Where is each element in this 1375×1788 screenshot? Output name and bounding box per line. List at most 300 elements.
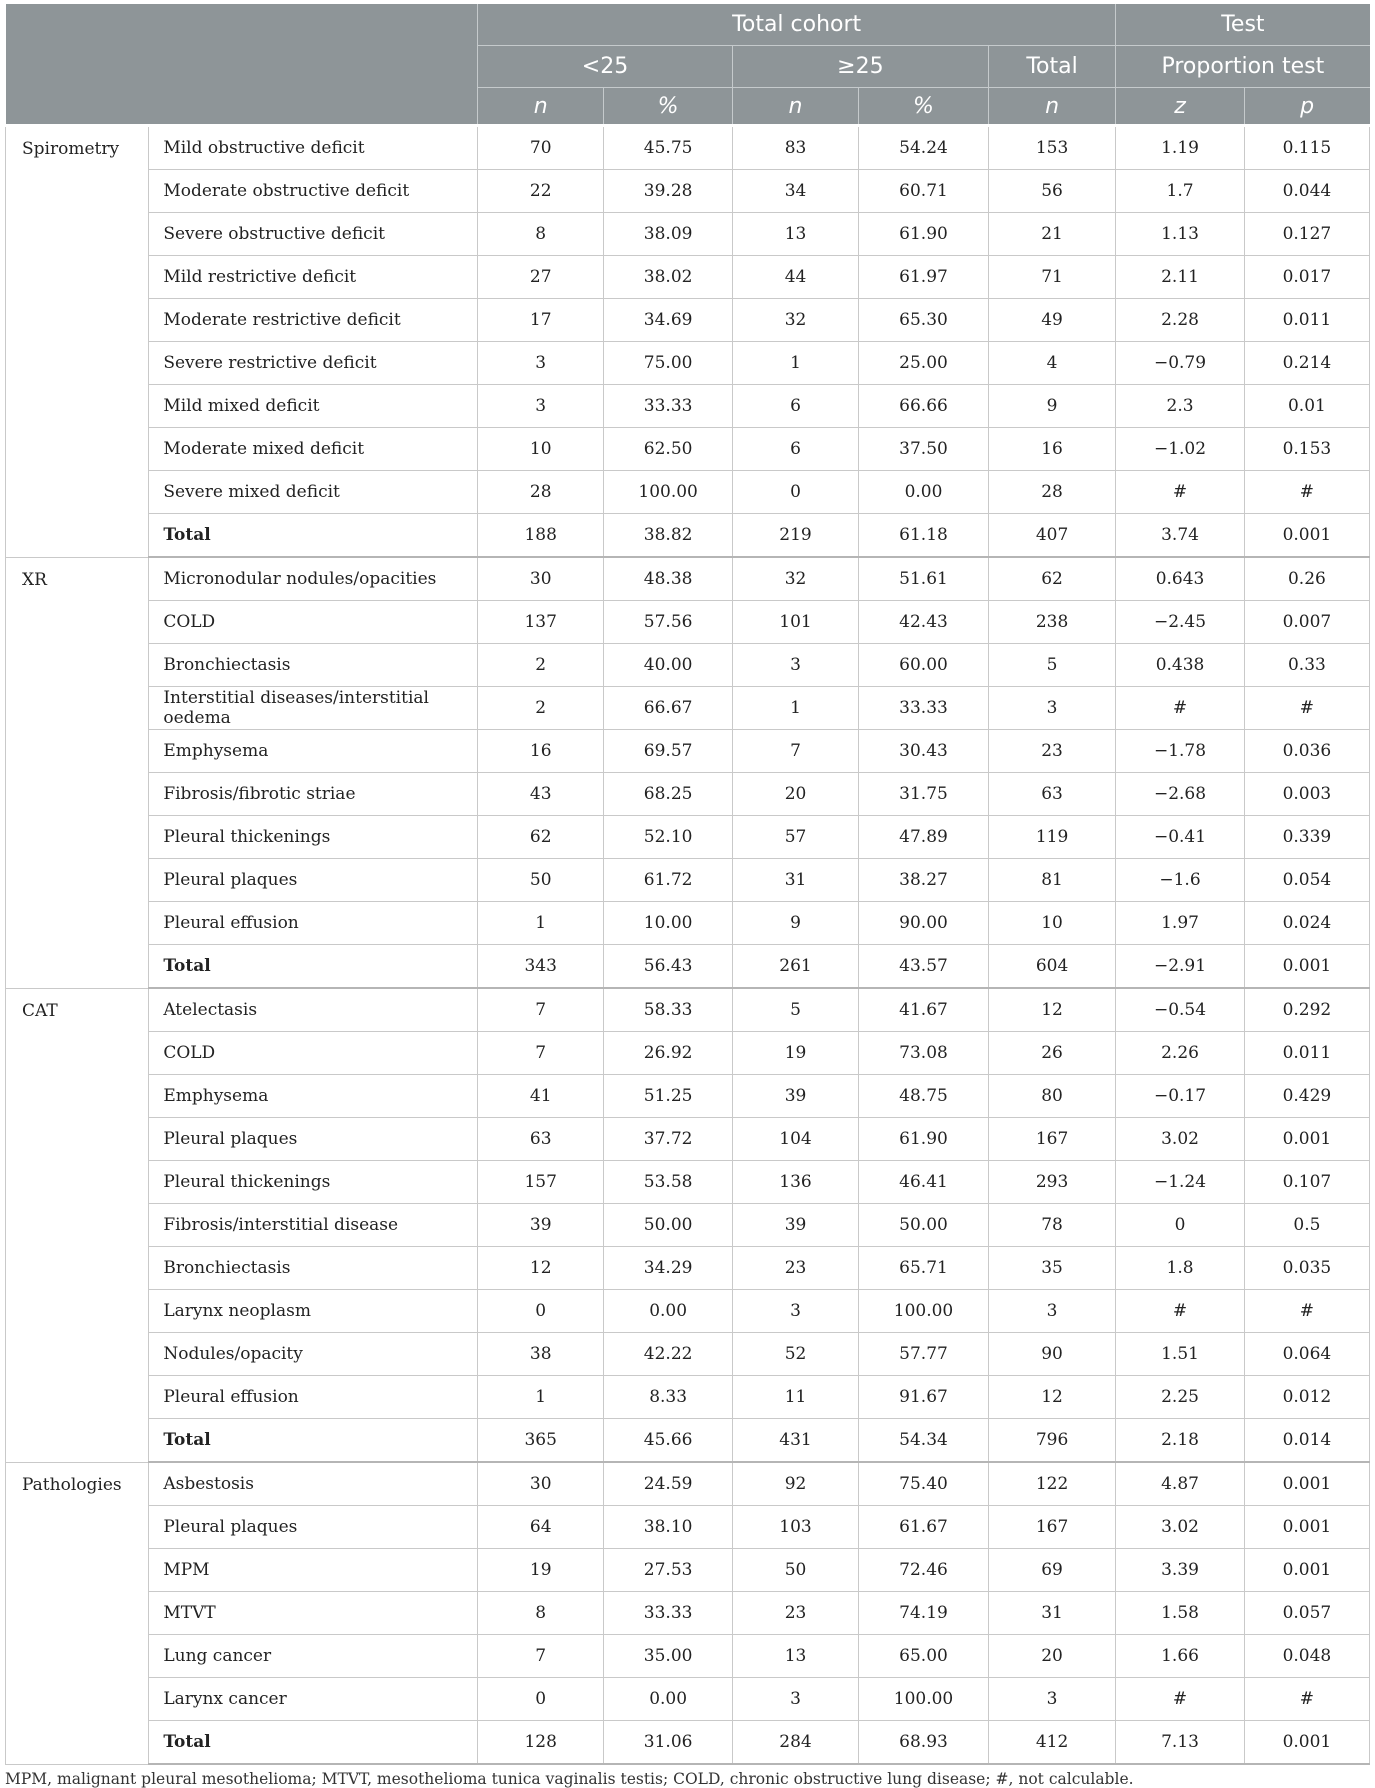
cell-pct-ge25: 61.90 — [859, 1118, 989, 1161]
cell-n-ge25: 431 — [732, 1419, 858, 1463]
category-cell: Spirometry — [6, 126, 149, 558]
cell-p-value: 0.035 — [1244, 1247, 1369, 1290]
header-test: Test — [1116, 4, 1370, 46]
cell-pct-ge25: 37.50 — [859, 428, 989, 471]
cell-p-value: 0.001 — [1244, 1549, 1369, 1592]
cell-p-value: 0.339 — [1244, 816, 1369, 859]
header-row-3 — [6, 88, 1370, 126]
cell-pct-lt25: 75.00 — [604, 342, 733, 385]
table-row — [6, 471, 1370, 514]
cell-pct-lt25: 57.56 — [604, 601, 733, 644]
header-blank — [6, 4, 478, 88]
cell-pct-ge25: 30.43 — [859, 730, 989, 773]
table-row — [6, 687, 1370, 730]
category-cell: XR — [6, 557, 149, 988]
cell-z-value: 0.438 — [1116, 644, 1245, 687]
row-label: Total — [149, 1721, 478, 1765]
cell-pct-lt25: 62.50 — [604, 428, 733, 471]
cell-n-lt25: 1 — [478, 1376, 604, 1419]
row-label: Pleural thickenings — [149, 1161, 478, 1204]
table-row — [6, 902, 1370, 945]
cell-n-ge25: 44 — [732, 256, 858, 299]
cell-n-lt25: 2 — [478, 644, 604, 687]
cell-n-total: 3 — [988, 1678, 1115, 1721]
cell-n-lt25: 8 — [478, 213, 604, 256]
cell-n-lt25: 7 — [478, 1635, 604, 1678]
cell-n-ge25: 50 — [732, 1549, 858, 1592]
cell-n-total: 3 — [988, 687, 1115, 730]
cell-z-value: −2.45 — [1116, 601, 1245, 644]
cell-pct-lt25: 34.69 — [604, 299, 733, 342]
cell-p-value: 0.007 — [1244, 601, 1369, 644]
cell-n-ge25: 23 — [732, 1247, 858, 1290]
cell-n-ge25: 0 — [732, 471, 858, 514]
cell-p-value: 0.115 — [1244, 126, 1369, 170]
table-row — [6, 256, 1370, 299]
category-cell: CAT — [6, 988, 149, 1462]
cell-z-value: −1.02 — [1116, 428, 1245, 471]
cell-pct-lt25: 26.92 — [604, 1032, 733, 1075]
cell-pct-ge25: 100.00 — [859, 1678, 989, 1721]
cell-pct-lt25: 45.75 — [604, 126, 733, 170]
cell-pct-ge25: 65.00 — [859, 1635, 989, 1678]
cell-n-ge25: 136 — [732, 1161, 858, 1204]
cell-p-value: 0.214 — [1244, 342, 1369, 385]
cell-pct-ge25: 100.00 — [859, 1290, 989, 1333]
cell-n-ge25: 11 — [732, 1376, 858, 1419]
cell-n-total: 62 — [988, 557, 1115, 601]
cell-pct-ge25: 61.18 — [859, 514, 989, 558]
cell-pct-lt25: 50.00 — [604, 1204, 733, 1247]
header-col-z: z — [1116, 88, 1245, 126]
cell-pct-lt25: 38.10 — [604, 1506, 733, 1549]
cell-pct-lt25: 51.25 — [604, 1075, 733, 1118]
cell-n-lt25: 30 — [478, 557, 604, 601]
row-label: Total — [149, 1419, 478, 1463]
table-row — [6, 773, 1370, 816]
cell-n-ge25: 92 — [732, 1462, 858, 1506]
cell-n-ge25: 57 — [732, 816, 858, 859]
cell-pct-lt25: 38.02 — [604, 256, 733, 299]
cell-n-ge25: 6 — [732, 428, 858, 471]
cell-n-ge25: 7 — [732, 730, 858, 773]
cell-n-total: 4 — [988, 342, 1115, 385]
cell-pct-ge25: 31.75 — [859, 773, 989, 816]
cell-z-value: −0.17 — [1116, 1075, 1245, 1118]
cell-n-lt25: 16 — [478, 730, 604, 773]
cell-n-lt25: 0 — [478, 1678, 604, 1721]
cell-z-value: # — [1116, 687, 1245, 730]
table-row — [6, 1333, 1370, 1376]
cell-n-ge25: 34 — [732, 170, 858, 213]
row-label: Larynx cancer — [149, 1678, 478, 1721]
row-label: Fibrosis/interstitial disease — [149, 1204, 478, 1247]
cell-pct-lt25: 100.00 — [604, 471, 733, 514]
cell-pct-ge25: 47.89 — [859, 816, 989, 859]
cell-z-value: 1.8 — [1116, 1247, 1245, 1290]
cell-pct-lt25: 52.10 — [604, 816, 733, 859]
row-label: MTVT — [149, 1592, 478, 1635]
cell-pct-lt25: 40.00 — [604, 644, 733, 687]
cell-p-value: # — [1244, 687, 1369, 730]
table-row — [6, 1161, 1370, 1204]
table-container — [5, 4, 1370, 1788]
cell-z-value: 2.25 — [1116, 1376, 1245, 1419]
cell-n-total: 31 — [988, 1592, 1115, 1635]
cell-n-ge25: 9 — [732, 902, 858, 945]
cell-pct-ge25: 46.41 — [859, 1161, 989, 1204]
table-row — [6, 1204, 1370, 1247]
header-col-n-total: n — [988, 88, 1115, 126]
cell-n-ge25: 219 — [732, 514, 858, 558]
cell-p-value: 0.292 — [1244, 988, 1369, 1032]
cell-n-total: 153 — [988, 126, 1115, 170]
cell-n-lt25: 22 — [478, 170, 604, 213]
row-label: Asbestosis — [149, 1462, 478, 1506]
cell-n-total: 35 — [988, 1247, 1115, 1290]
cell-n-lt25: 30 — [478, 1462, 604, 1506]
cell-p-value: 0.057 — [1244, 1592, 1369, 1635]
cell-p-value: 0.001 — [1244, 1506, 1369, 1549]
cell-pct-ge25: 66.66 — [859, 385, 989, 428]
cell-n-lt25: 188 — [478, 514, 604, 558]
row-label: Mild restrictive deficit — [149, 256, 478, 299]
cell-n-total: 81 — [988, 859, 1115, 902]
cell-p-value: 0.054 — [1244, 859, 1369, 902]
table-row — [6, 1376, 1370, 1419]
cell-pct-lt25: 27.53 — [604, 1549, 733, 1592]
cell-pct-lt25: 24.59 — [604, 1462, 733, 1506]
cell-pct-ge25: 57.77 — [859, 1333, 989, 1376]
cell-n-total: 78 — [988, 1204, 1115, 1247]
header-total: Total — [988, 46, 1115, 88]
cell-n-lt25: 7 — [478, 988, 604, 1032]
table-row — [6, 428, 1370, 471]
cell-n-total: 238 — [988, 601, 1115, 644]
table-row — [6, 1075, 1370, 1118]
cell-n-lt25: 7 — [478, 1032, 604, 1075]
cell-n-lt25: 43 — [478, 773, 604, 816]
row-label: Interstitial diseases/interstitial oedema — [149, 687, 478, 730]
cell-n-lt25: 10 — [478, 428, 604, 471]
cell-n-lt25: 3 — [478, 342, 604, 385]
cell-p-value: 0.017 — [1244, 256, 1369, 299]
cell-z-value: 1.7 — [1116, 170, 1245, 213]
cell-pct-ge25: 51.61 — [859, 557, 989, 601]
cell-z-value: # — [1116, 1678, 1245, 1721]
cell-n-ge25: 3 — [732, 1290, 858, 1333]
cell-z-value: 2.28 — [1116, 299, 1245, 342]
cell-p-value: 0.33 — [1244, 644, 1369, 687]
cell-z-value: 0 — [1116, 1204, 1245, 1247]
row-label: Atelectasis — [149, 988, 478, 1032]
table-body — [6, 126, 1370, 1765]
cell-n-total: 49 — [988, 299, 1115, 342]
cell-z-value: 3.02 — [1116, 1118, 1245, 1161]
cell-n-ge25: 3 — [732, 1678, 858, 1721]
table-row — [6, 342, 1370, 385]
row-label: Moderate obstructive deficit — [149, 170, 478, 213]
cell-n-ge25: 284 — [732, 1721, 858, 1765]
cell-pct-lt25: 69.57 — [604, 730, 733, 773]
cell-pct-lt25: 31.06 — [604, 1721, 733, 1765]
cell-n-lt25: 0 — [478, 1290, 604, 1333]
cell-n-total: 9 — [988, 385, 1115, 428]
cell-n-lt25: 128 — [478, 1721, 604, 1765]
cell-p-value: 0.001 — [1244, 945, 1369, 989]
cell-pct-lt25: 68.25 — [604, 773, 733, 816]
cell-pct-ge25: 33.33 — [859, 687, 989, 730]
cell-pct-lt25: 34.29 — [604, 1247, 733, 1290]
table-row-total — [6, 945, 1370, 989]
cell-p-value: 0.127 — [1244, 213, 1369, 256]
cell-pct-lt25: 0.00 — [604, 1678, 733, 1721]
cell-n-ge25: 103 — [732, 1506, 858, 1549]
cell-n-ge25: 52 — [732, 1333, 858, 1376]
cell-p-value: 0.012 — [1244, 1376, 1369, 1419]
cell-n-lt25: 19 — [478, 1549, 604, 1592]
table-header — [6, 4, 1370, 126]
cell-pct-ge25: 73.08 — [859, 1032, 989, 1075]
cell-z-value: −1.78 — [1116, 730, 1245, 773]
cell-z-value: −0.79 — [1116, 342, 1245, 385]
cell-pct-ge25: 75.40 — [859, 1462, 989, 1506]
cell-n-ge25: 1 — [732, 687, 858, 730]
cell-n-lt25: 137 — [478, 601, 604, 644]
cell-pct-ge25: 74.19 — [859, 1592, 989, 1635]
cell-n-lt25: 38 — [478, 1333, 604, 1376]
cell-z-value: 1.19 — [1116, 126, 1245, 170]
cell-n-total: 90 — [988, 1333, 1115, 1376]
cell-n-lt25: 28 — [478, 471, 604, 514]
cell-p-value: # — [1244, 1290, 1369, 1333]
cell-n-total: 5 — [988, 644, 1115, 687]
cell-z-value: −1.6 — [1116, 859, 1245, 902]
table-row — [6, 1678, 1370, 1721]
cell-n-lt25: 1 — [478, 902, 604, 945]
cell-z-value: 3.02 — [1116, 1506, 1245, 1549]
cell-n-ge25: 13 — [732, 1635, 858, 1678]
table-row-total — [6, 1419, 1370, 1463]
cell-n-total: 23 — [988, 730, 1115, 773]
cell-p-value: 0.153 — [1244, 428, 1369, 471]
cell-n-total: 63 — [988, 773, 1115, 816]
cell-pct-ge25: 61.67 — [859, 1506, 989, 1549]
row-label: Lung cancer — [149, 1635, 478, 1678]
cell-p-value: 0.107 — [1244, 1161, 1369, 1204]
header-col-pct-ge25: % — [859, 88, 989, 126]
cell-n-lt25: 8 — [478, 1592, 604, 1635]
cell-z-value: 2.26 — [1116, 1032, 1245, 1075]
header-col-p: p — [1244, 88, 1369, 126]
table-row — [6, 1118, 1370, 1161]
table-row — [6, 816, 1370, 859]
cell-n-lt25: 27 — [478, 256, 604, 299]
cell-n-ge25: 6 — [732, 385, 858, 428]
cell-z-value: # — [1116, 1290, 1245, 1333]
cell-n-total: 80 — [988, 1075, 1115, 1118]
cell-n-ge25: 3 — [732, 644, 858, 687]
cell-pct-ge25: 65.30 — [859, 299, 989, 342]
cell-pct-lt25: 53.58 — [604, 1161, 733, 1204]
header-ge25: ≥25 — [732, 46, 988, 88]
cell-pct-ge25: 43.57 — [859, 945, 989, 989]
table-footnote: MPM, malignant pleural mesothelioma; MTVT, mesothelioma tunica vaginalis testis; COLD, chronic obstructive lung disease; #, not calculable. — [5, 1770, 1134, 1788]
cell-n-total: 56 — [988, 170, 1115, 213]
cell-n-total: 28 — [988, 471, 1115, 514]
cell-pct-ge25: 50.00 — [859, 1204, 989, 1247]
header-col-n-ge25: n — [732, 88, 858, 126]
row-label: Pleural plaques — [149, 1506, 478, 1549]
cell-n-lt25: 41 — [478, 1075, 604, 1118]
cell-pct-ge25: 38.27 — [859, 859, 989, 902]
cell-n-ge25: 32 — [732, 557, 858, 601]
cell-pct-ge25: 61.97 — [859, 256, 989, 299]
row-label: Moderate restrictive deficit — [149, 299, 478, 342]
row-label: MPM — [149, 1549, 478, 1592]
cell-p-value: 0.001 — [1244, 1721, 1369, 1765]
cell-z-value: 2.3 — [1116, 385, 1245, 428]
row-label: COLD — [149, 1032, 478, 1075]
cell-pct-lt25: 39.28 — [604, 170, 733, 213]
cell-n-total: 122 — [988, 1462, 1115, 1506]
cell-z-value: 3.74 — [1116, 514, 1245, 558]
row-label: Emphysema — [149, 730, 478, 773]
cell-n-total: 21 — [988, 213, 1115, 256]
cell-pct-lt25: 38.09 — [604, 213, 733, 256]
cell-pct-lt25: 33.33 — [604, 1592, 733, 1635]
cell-pct-ge25: 48.75 — [859, 1075, 989, 1118]
row-label: Pleural thickenings — [149, 816, 478, 859]
cell-p-value: 0.26 — [1244, 557, 1369, 601]
cell-n-lt25: 63 — [478, 1118, 604, 1161]
cell-n-total: 10 — [988, 902, 1115, 945]
cell-n-total: 69 — [988, 1549, 1115, 1592]
cell-pct-ge25: 25.00 — [859, 342, 989, 385]
cell-n-ge25: 39 — [732, 1075, 858, 1118]
cell-pct-lt25: 48.38 — [604, 557, 733, 601]
row-label: COLD — [149, 601, 478, 644]
row-label: Larynx neoplasm — [149, 1290, 478, 1333]
cell-n-lt25: 17 — [478, 299, 604, 342]
table-row — [6, 1290, 1370, 1333]
cell-n-ge25: 20 — [732, 773, 858, 816]
cell-n-ge25: 32 — [732, 299, 858, 342]
row-label: Pleural effusion — [149, 1376, 478, 1419]
cell-p-value: 0.001 — [1244, 514, 1369, 558]
cell-pct-lt25: 42.22 — [604, 1333, 733, 1376]
row-label: Emphysema — [149, 1075, 478, 1118]
cell-pct-ge25: 90.00 — [859, 902, 989, 945]
cell-n-total: 12 — [988, 1376, 1115, 1419]
cell-n-lt25: 3 — [478, 385, 604, 428]
cell-p-value: 0.048 — [1244, 1635, 1369, 1678]
header-total-cohort: Total cohort — [478, 4, 1116, 46]
header-row-1 — [6, 4, 1370, 46]
row-label: Total — [149, 514, 478, 558]
cell-z-value: −2.91 — [1116, 945, 1245, 989]
cell-p-value: 0.014 — [1244, 1419, 1369, 1463]
cell-n-lt25: 343 — [478, 945, 604, 989]
cell-pct-ge25: 41.67 — [859, 988, 989, 1032]
cell-n-total: 16 — [988, 428, 1115, 471]
cell-n-total: 71 — [988, 256, 1115, 299]
table-row-total — [6, 1721, 1370, 1765]
row-label: Bronchiectasis — [149, 1247, 478, 1290]
row-label: Pleural plaques — [149, 859, 478, 902]
cell-n-total: 293 — [988, 1161, 1115, 1204]
cell-pct-ge25: 65.71 — [859, 1247, 989, 1290]
table-row — [6, 1592, 1370, 1635]
cell-n-total: 20 — [988, 1635, 1115, 1678]
cell-n-total: 604 — [988, 945, 1115, 989]
cell-n-total: 407 — [988, 514, 1115, 558]
table-row — [6, 299, 1370, 342]
cell-p-value: 0.01 — [1244, 385, 1369, 428]
row-label: Micronodular nodules/opacities — [149, 557, 478, 601]
cell-pct-lt25: 10.00 — [604, 902, 733, 945]
table-row — [6, 213, 1370, 256]
cell-p-value: 0.5 — [1244, 1204, 1369, 1247]
cell-n-ge25: 261 — [732, 945, 858, 989]
cell-pct-ge25: 68.93 — [859, 1721, 989, 1765]
cell-p-value: 0.036 — [1244, 730, 1369, 773]
cell-pct-ge25: 91.67 — [859, 1376, 989, 1419]
cell-z-value: 3.39 — [1116, 1549, 1245, 1592]
table-row — [6, 988, 1370, 1032]
cell-n-total: 3 — [988, 1290, 1115, 1333]
cell-z-value: 2.18 — [1116, 1419, 1245, 1463]
cell-n-total: 412 — [988, 1721, 1115, 1765]
cell-p-value: 0.003 — [1244, 773, 1369, 816]
row-label: Fibrosis/fibrotic striae — [149, 773, 478, 816]
cell-pct-ge25: 54.34 — [859, 1419, 989, 1463]
header-col-n-lt25: n — [478, 88, 604, 126]
cell-n-lt25: 157 — [478, 1161, 604, 1204]
table-row — [6, 859, 1370, 902]
row-label: Bronchiectasis — [149, 644, 478, 687]
table-row — [6, 557, 1370, 601]
row-label: Severe obstructive deficit — [149, 213, 478, 256]
cell-n-total: 26 — [988, 1032, 1115, 1075]
category-cell: Pathologies — [6, 1462, 149, 1764]
cell-n-lt25: 12 — [478, 1247, 604, 1290]
cell-n-ge25: 19 — [732, 1032, 858, 1075]
cell-z-value: 0.643 — [1116, 557, 1245, 601]
cell-pct-ge25: 72.46 — [859, 1549, 989, 1592]
cell-pct-lt25: 33.33 — [604, 385, 733, 428]
cell-n-lt25: 62 — [478, 816, 604, 859]
cell-n-ge25: 104 — [732, 1118, 858, 1161]
cell-pct-ge25: 60.71 — [859, 170, 989, 213]
row-label: Mild mixed deficit — [149, 385, 478, 428]
table-row — [6, 1506, 1370, 1549]
table-row — [6, 730, 1370, 773]
cell-p-value: 0.044 — [1244, 170, 1369, 213]
table-row — [6, 170, 1370, 213]
cell-p-value: 0.001 — [1244, 1462, 1369, 1506]
cell-z-value: 2.11 — [1116, 256, 1245, 299]
table-row — [6, 644, 1370, 687]
cell-p-value: # — [1244, 1678, 1369, 1721]
cell-n-ge25: 83 — [732, 126, 858, 170]
cell-pct-ge25: 42.43 — [859, 601, 989, 644]
cell-n-ge25: 5 — [732, 988, 858, 1032]
cell-n-lt25: 39 — [478, 1204, 604, 1247]
cell-z-value: 7.13 — [1116, 1721, 1245, 1765]
cell-n-ge25: 13 — [732, 213, 858, 256]
cell-n-total: 167 — [988, 1118, 1115, 1161]
